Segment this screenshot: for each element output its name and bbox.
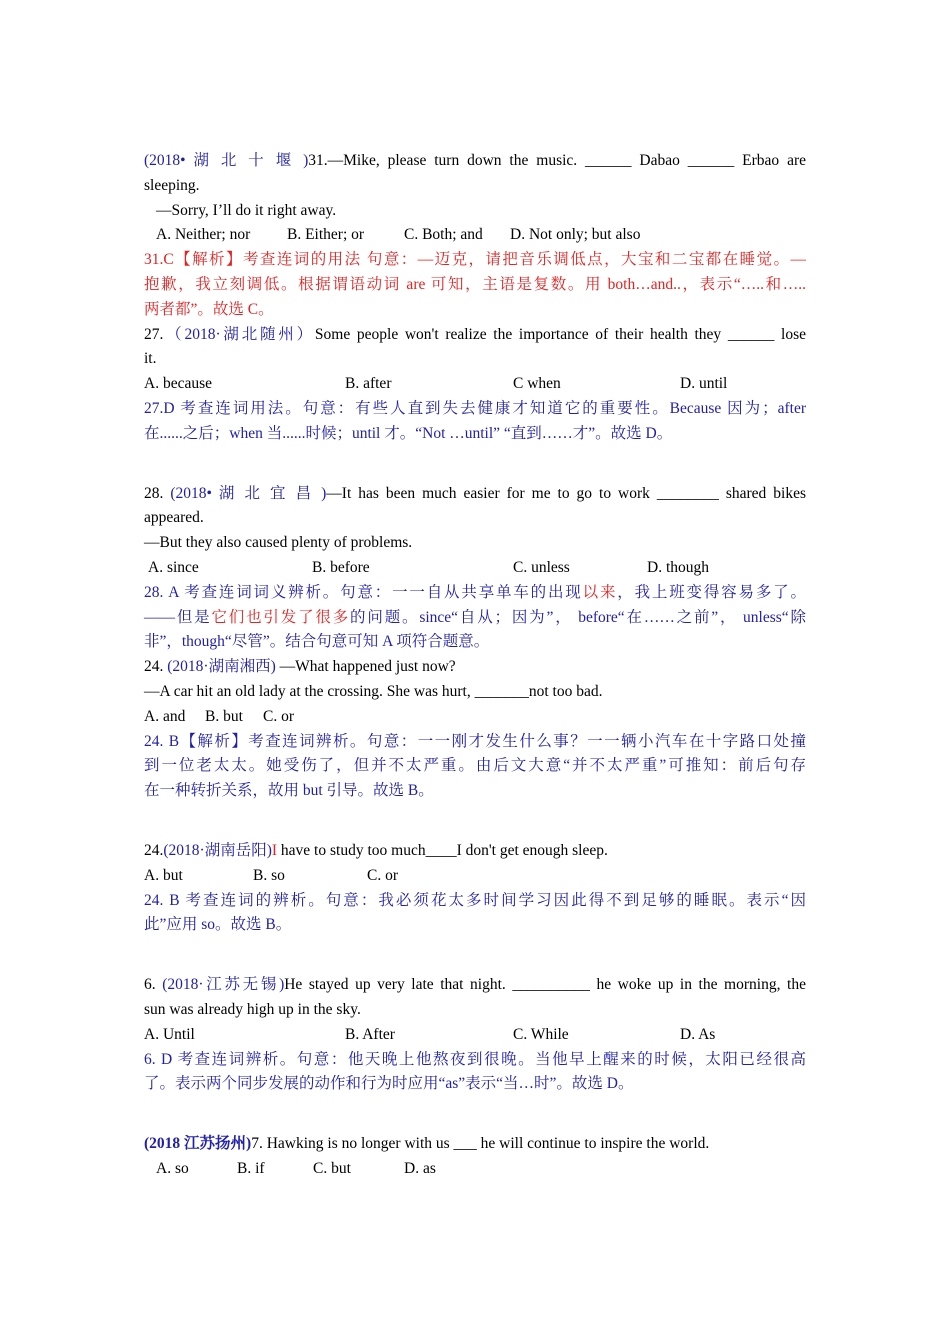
option-c: C. While: [513, 1025, 569, 1043]
question-stem-continued: it.: [144, 350, 157, 368]
question-options: [144, 705, 806, 730]
option-c: C. Both; and: [404, 226, 483, 244]
option-c: C. or: [263, 707, 294, 725]
question-number: 27.: [144, 325, 164, 343]
question-stem-continued: sun was already high up in the sky.: [144, 1000, 361, 1018]
question-31: [144, 149, 806, 323]
answer-explanation-line: 在一种转折关系，故用 but 引导。故选 B。: [144, 782, 434, 800]
question-stem-continued: appeared.: [144, 509, 204, 527]
option-b: B. After: [345, 1025, 395, 1043]
option-b: B. Either; or: [287, 226, 365, 244]
option-b: B. so: [253, 866, 285, 884]
answer-explanation-line: 到一位老太太。她受伤了，但并不太严重。由后文大意“并不太严重”可推知：前后句存: [144, 757, 806, 775]
option-a: A. Neither; nor: [156, 226, 251, 244]
question-number: 6.: [144, 976, 156, 994]
answer-explanation-line: ——但是它们也引发了很多的问题。since“自从；因为”， before“在……之前”， unless“除: [144, 608, 806, 626]
answer-explanation-line: 抱歉，我立刻调低。根据谓语动词 are 可知，主语是复数。用 both…and..，表示“…..和…..: [144, 275, 806, 293]
question-source: (2018·湖南岳阳): [163, 841, 272, 859]
answer-explanation-line: 了。表示两个同步发展的动作和行为时应用“as”表示“当…时”。故选 D。: [144, 1075, 634, 1093]
option-a: A. and: [144, 707, 186, 725]
option-a: A. because: [144, 375, 212, 393]
option-a: A. but: [144, 866, 183, 884]
option-b: B. but: [205, 707, 243, 725]
answer-explanation: 28. A 考查连词词义辨析。句意：一一自从共享单车的出现以来，我上班变得容易多了。: [144, 583, 806, 601]
answer-explanation: 27.D 考查连词用法。句意：有些人直到失去健康才知道它的重要性。Because 因为；after: [144, 399, 806, 417]
answer-explanation-line: 此”应用 so。故选 B。: [144, 916, 292, 934]
answer-explanation: 31.C【解析】考查连词的用法 句意：—迈克，请把音乐调低点，大宝和二宝都在睡觉。—: [144, 251, 806, 269]
option-a: A. so: [156, 1159, 189, 1177]
question-number: 28.: [144, 484, 164, 502]
answer-explanation-line: 两者都”。故选 C。: [144, 300, 274, 318]
answer-explanation: 6. D 考查连词辨析。句意：他天晚上他熬夜到很晚。当他早上醒来的时候，太阳已经很高: [144, 1050, 806, 1068]
spacer: [144, 804, 806, 839]
question-reply: —Sorry, I’ll do it right away.: [156, 201, 337, 219]
option-d: D. until: [680, 375, 728, 393]
option-d: D. though: [647, 558, 709, 576]
option-a: A. since: [148, 558, 199, 576]
question-source: (2018·湖南湘西): [167, 658, 276, 676]
question-source: (2018·江苏无锡): [155, 976, 285, 994]
question-options: [144, 1023, 806, 1048]
question-stem: 24. (2018·湖南湘西) —What happened just now?: [144, 658, 456, 676]
question-options: [144, 372, 806, 397]
question-source: (2018 江苏扬州): [144, 1135, 252, 1153]
option-c: C. but: [313, 1159, 351, 1177]
document-content: [144, 149, 806, 1182]
question-source: (2018• 湖 北 十 堰 ): [144, 152, 309, 169]
question-24-xiangxi: [144, 655, 806, 804]
answer-explanation-line: 非”，though“尽管”。结合句意可知 A 项符合题意。: [144, 633, 490, 651]
question-stem: 28. (2018• 湖 北 宜 昌 )—It has been much easier for me to go to work ________ shared bikes: [144, 484, 806, 502]
question-number: 24.: [144, 658, 164, 676]
option-c: C when: [513, 375, 561, 393]
option-d: D. Not only; but also: [510, 226, 641, 244]
question-6: [144, 973, 806, 1097]
spacer: [144, 938, 806, 973]
spacer: [144, 447, 806, 482]
question-stem: 6. (2018·江苏无锡)He stayed up very late that night. __________ he woke up in the morning, the: [144, 976, 806, 994]
option-a: A. Until: [144, 1025, 195, 1043]
option-b: B. before: [312, 558, 370, 576]
option-d: D. As: [680, 1025, 716, 1043]
question-stem: (2018• 湖 北 十 堰 )31.—Mike, please turn down the music. ______ Dabao ______ Erbao are: [144, 152, 806, 169]
answer-explanation: 24. B 考查连词的辨析。句意：我必须花太多时间学习因此得不到足够的睡眠。表示“因: [144, 891, 806, 909]
option-c: C. unless: [513, 558, 570, 576]
question-7: [144, 1132, 806, 1182]
question-stem: 24.(2018·湖南岳阳)I have to study too much____I don't get enough sleep.: [144, 841, 608, 859]
question-28: [144, 482, 806, 656]
question-options: [144, 864, 806, 889]
spacer: [144, 1097, 806, 1132]
answer-explanation: 24. B【解析】考查连词辨析。句意：一一刚才发生什么事？一一辆小汽车在十字路口处撞: [144, 732, 806, 750]
question-stem: (2018 江苏扬州)7. Hawking is no longer with us ___ he will continue to inspire the world.: [144, 1135, 710, 1153]
question-source: (2018• 湖 北 宜 昌 ): [170, 484, 327, 502]
option-d: D. as: [404, 1159, 436, 1177]
question-options: [144, 556, 806, 581]
option-c: C. or: [367, 866, 398, 884]
question-reply: —A car hit an old lady at the crossing. She was hurt, _______not too bad.: [144, 682, 603, 700]
question-reply: —But they also caused plenty of problems.: [144, 534, 413, 552]
question-options: [144, 223, 806, 248]
question-options: [144, 1157, 806, 1182]
question-stem-continued: sleeping.: [144, 176, 200, 194]
option-b: B. if: [237, 1159, 265, 1177]
option-b: B. after: [345, 375, 392, 393]
answer-explanation-line: 在......之后；when 当......时候；until 才。“Not …until” “直到……才”。故选 D。: [144, 424, 673, 442]
question-24-yueyang: [144, 839, 806, 938]
question-stem: 27.（2018·湖北随州）Some people won't realize the importance of their health they ______ lose: [144, 325, 806, 343]
question-27: [144, 323, 806, 447]
question-number: 24.: [144, 841, 164, 859]
question-source: （2018·湖北随州）: [163, 325, 315, 343]
